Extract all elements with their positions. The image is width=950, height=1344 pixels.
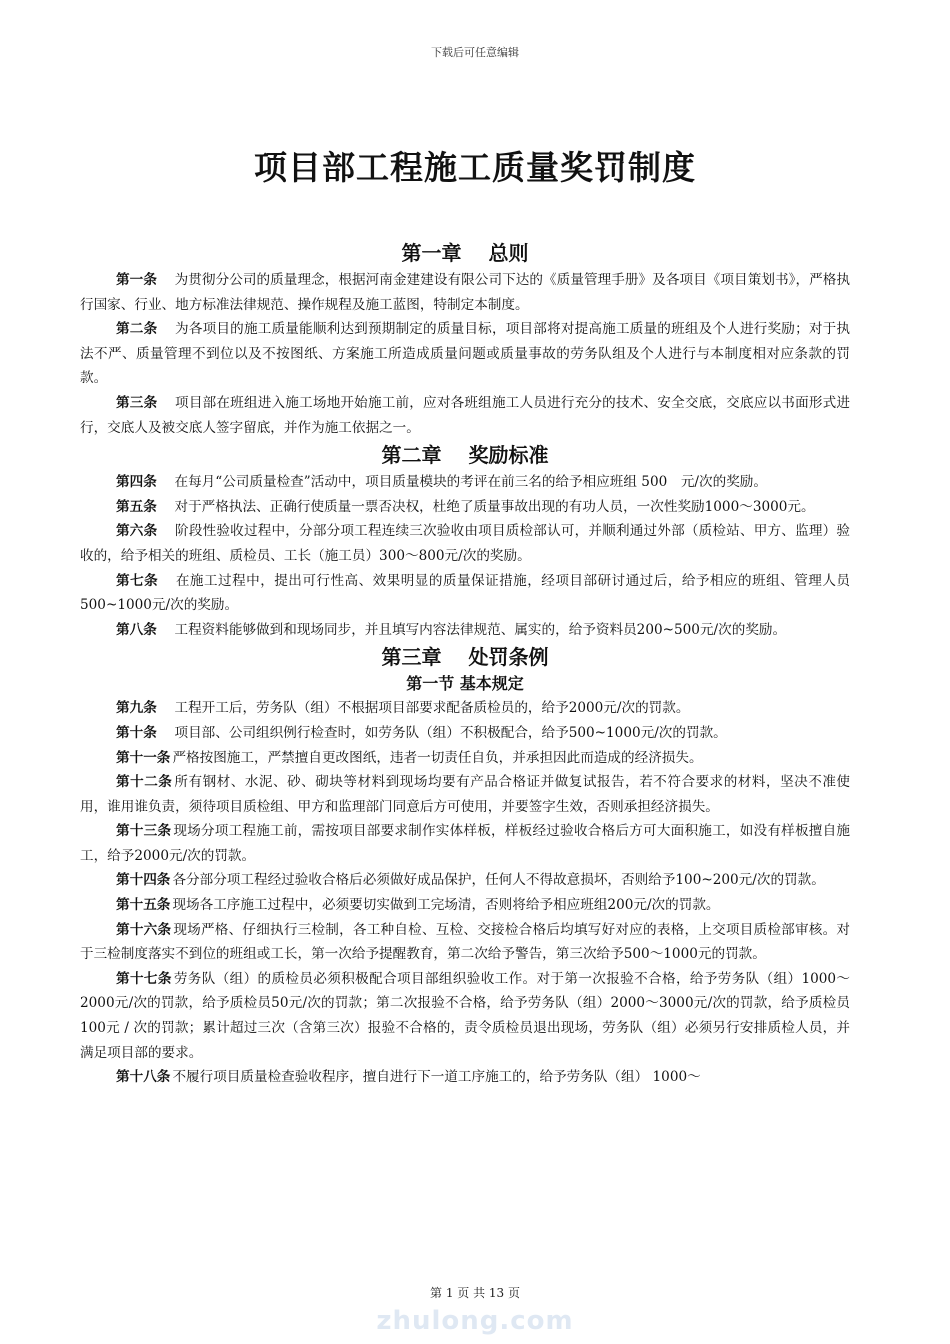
chapter-1-heading: 第一章 总则 — [401, 241, 529, 265]
article-6 — [80, 519, 850, 568]
article-number: 第十四条 — [116, 872, 171, 889]
watermark: zhulong.com — [376, 1306, 574, 1336]
article-17 — [80, 967, 850, 1065]
article-number: 第十三条 — [116, 823, 172, 840]
article-text: 劳务队（组）的质检员必须积极配合项目部组织验收工作。对于第一次报验不合格，给予劳务队（组）1000～2000元/次的罚款，给予质检员50元/次的罚款；第二次报验不合格，给予劳务队（组）2000～3000元/次的罚款，给予质检员100元 / 次的罚款；累计超过三次（含第三次）报验不合格的，责令质检员退出现场，劳务队（组）必须另行安排质检人员，并满足项目部的要求。 — [80, 970, 851, 1061]
article-8 — [80, 618, 850, 643]
article-3 — [80, 391, 850, 440]
article-number: 第三条 — [116, 394, 158, 411]
article-number: 第十八条 — [116, 1069, 171, 1086]
article-7 — [80, 569, 850, 618]
article-4 — [80, 470, 850, 495]
article-number: 第十一条 — [116, 749, 171, 766]
article-2 — [80, 317, 850, 391]
article-text: 在每月“公司质量检查”活动中，项目质量模块的考评在前三名的给予相应班组 500 元/次的奖励。 — [174, 474, 767, 491]
article-number: 第十条 — [116, 724, 157, 741]
article-text: 为贯彻分公司的质量理念，根据河南金建建设有限公司下达的《质量管理手册》及各项目《项目策划书》，严格执行国家、行业、地方标准法律规范、操作规程及施工蓝图，特制定本制度。 — [80, 272, 850, 313]
article-15 — [80, 893, 850, 918]
article-number: 第九条 — [116, 700, 157, 717]
document-title: 项目部工程施工质量奖罚制度 — [254, 148, 696, 187]
page-footer: 第 1 页 共 13 页 — [430, 1286, 520, 1300]
article-number: 第四条 — [116, 474, 157, 491]
chapter-3-heading: 第三章 处罚条例 — [381, 645, 549, 670]
chapter-2-heading: 第二章 奖励标准 — [381, 443, 549, 468]
article-text: 现场严格、仔细执行三检制，各工种自检、互检、交接检合格后均填写好对应的表格，上交项目质检部审核。对于三检制度落实不到位的班组或工长，第一次给予提醒教育，第二次给予警告，第三次给予500～1000元的罚款。 — [80, 921, 851, 963]
article-11 — [80, 746, 850, 771]
section-1-heading: 第一节 基本规定 — [406, 674, 524, 694]
article-text: 各分部分项工程经过验收合格后必须做好成品保护，任何人不得故意损坏，否则给予100~200元/次的罚款。 — [172, 872, 825, 889]
article-number: 第五条 — [116, 498, 157, 515]
header-note: 下载后可任意编辑 — [431, 46, 519, 59]
article-1 — [80, 268, 850, 317]
article-13 — [80, 819, 850, 868]
article-number: 第十五条 — [116, 897, 171, 914]
article-text: 项目部在班组进入施工场地开始施工前，应对各班组施工人员进行充分的技术、安全交底，交底应以书面形式进行，交底人及被交底人签字留底，并作为施工依据之一。 — [80, 394, 851, 436]
article-number: 第二条 — [116, 321, 158, 338]
article-text: 项目部、公司组织例行检查时，如劳务队（组）不积极配合，给予500~1000元/次的罚款。 — [174, 724, 727, 741]
article-text: 现场各工序施工过程中，必须要切实做到工完场清，否则将给予相应班组200元/次的罚款。 — [172, 897, 720, 914]
article-number: 第一条 — [116, 272, 157, 288]
article-number: 第六条 — [116, 523, 158, 540]
article-16 — [80, 918, 850, 967]
article-text: 工程开工后，劳务队（组）不根据项目部要求配备质检员的，给予2000元/次的罚款。 — [174, 700, 690, 717]
article-text: 阶段性验收过程中，分部分项工程连续三次验收由项目质检部认可，并顺利通过外部（质检站、甲方、监理）验收的，给予相关的班组、质检员、工长（施工员）300～800元/次的奖励。 — [80, 523, 851, 564]
article-text: 不履行项目质量检查验收程序，擅自进行下一道工序施工的，给予劳务队（组） 1000～ — [172, 1069, 701, 1086]
article-text: 在施工过程中，提出可行性高、效果明显的质量保证措施，经项目部研讨通过后，给予相应的班组、管理人员500~1000元/次的奖励。 — [80, 572, 851, 614]
article-12 — [80, 770, 850, 819]
article-text: 为各项目的施工质量能顺利达到预期制定的质量目标，项目部将对提高施工质量的班组及个人进行奖励；对于执法不严、质量管理不到位以及不按图纸、方案施工所造成质量问题或质量事故的劳务队组及个人进行与本制度相对应条款的罚款。 — [80, 321, 851, 387]
article-text: 严格按图施工，严禁擅自更改图纸，违者一切责任自负，并承担因此而造成的经济损失。 — [172, 749, 703, 766]
article-14 — [80, 868, 850, 893]
article-5 — [80, 495, 850, 520]
article-10 — [80, 721, 850, 746]
article-text: 现场分项工程施工前，需按项目部要求制作实体样板，样板经过验收合格后方可大面积施工，如没有样板擅自施工，给予2000元/次的罚款。 — [80, 823, 851, 864]
article-number: 第十二条 — [116, 774, 173, 791]
article-text: 工程资料能够做到和现场同步，并且填写内容法律规范、属实的，给予资料员200~500元/次的奖励。 — [174, 621, 787, 638]
article-number: 第十六条 — [116, 921, 172, 938]
document-body — [80, 238, 850, 1090]
article-number: 第八条 — [116, 621, 157, 638]
article-9 — [80, 696, 850, 721]
article-number: 第十七条 — [116, 970, 172, 987]
article-number: 第七条 — [116, 572, 159, 589]
article-text: 对于严格执法、正确行使质量一票否决权，杜绝了质量事故出现的有功人员，一次性奖励1000～3000元。 — [174, 498, 815, 515]
article-18 — [80, 1065, 850, 1090]
article-text: 所有钢材、水泥、砂、砌块等材料到现场均要有产品合格证并做复试报告，若不符合要求的材料，坚决不准使用，谁用谁负责，须待项目质检组、甲方和监理部门同意后方可使用，并要签字生效，否则承担经济损失。 — [80, 774, 850, 815]
